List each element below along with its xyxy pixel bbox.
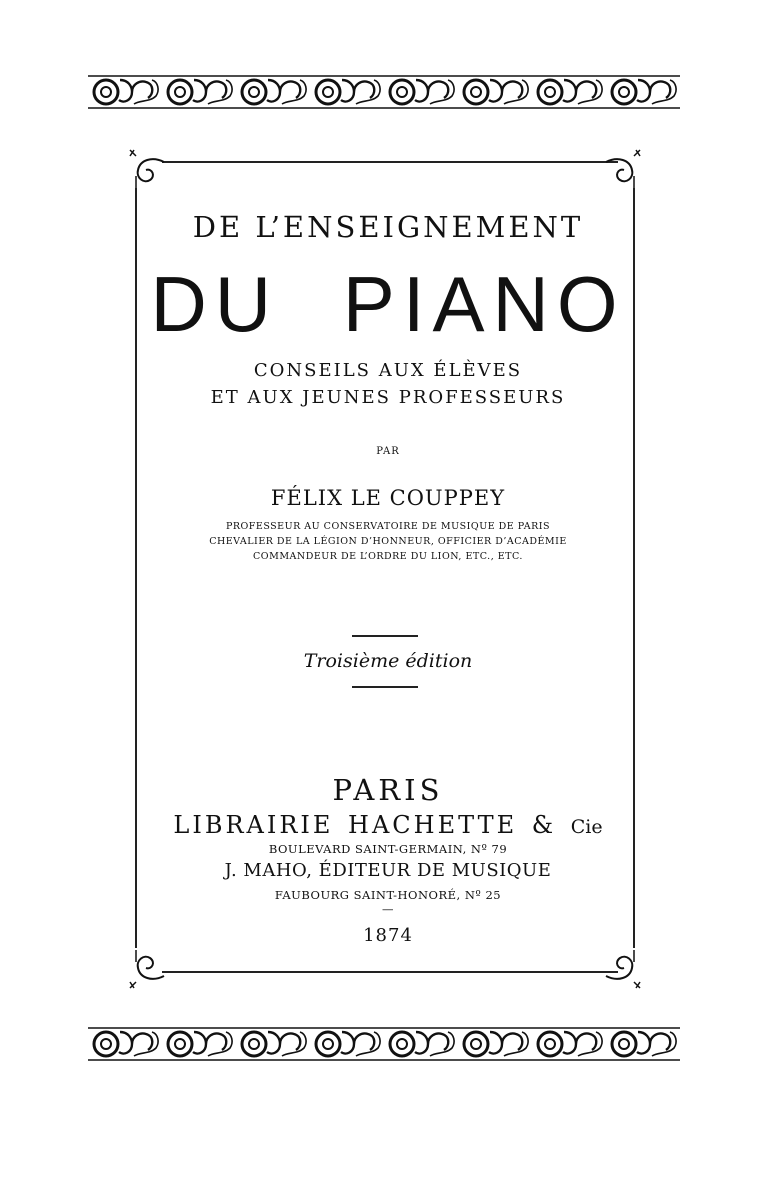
ornament-band-top <box>88 70 680 114</box>
publisher-name-text: LIBRAIRIE HACHETTE & <box>173 811 557 839</box>
title-line-1: DE L’ENSEIGNEMENT <box>192 210 584 244</box>
music-publisher: J. MAHO, ÉDITEUR DE MUSIQUE <box>224 860 552 881</box>
publisher-address: BOULEVARD SAINT-GERMAIN, Nº 79 <box>268 842 508 856</box>
author-credential: PROFESSEUR AU CONSERVATOIRE DE MUSIQUE DE PARIS <box>225 521 551 532</box>
author-credential: COMMANDEUR DE L’ORDRE DU LION, ETC., ETC. <box>253 551 523 562</box>
edition-rule-top <box>352 635 418 637</box>
subtitle-line-2: ET AUX JEUNES PROFESSEURS <box>210 387 566 408</box>
corner-flourish-top-left <box>124 146 168 190</box>
by-label: PAR <box>376 446 400 457</box>
publication-year: 1874 <box>363 925 413 946</box>
edition-rule-bottom <box>352 686 418 688</box>
corner-flourish-top-right <box>602 146 646 190</box>
author-name: FÉLIX LE COUPPEY <box>270 486 506 510</box>
title-line-2: DU PIANO <box>150 260 626 348</box>
corner-flourish-bottom-left <box>124 948 168 992</box>
publisher-name <box>140 811 636 839</box>
music-publisher-address: FAUBOURG SAINT-HONORÉ, Nº 25 <box>274 888 502 902</box>
frame-left-line <box>135 188 137 948</box>
frame-top-line <box>162 161 618 163</box>
frame-bottom-line <box>162 971 618 973</box>
author-credential: CHEVALIER DE LA LÉGION D’HONNEUR, OFFICIER D’ACADÉMIE <box>209 536 567 547</box>
ornament-band-bottom <box>88 1022 680 1066</box>
publisher-suffix: Cie <box>570 816 603 838</box>
imprint-city: PARIS <box>332 773 444 807</box>
corner-flourish-bottom-right <box>602 948 646 992</box>
imprint-separator: — <box>382 902 394 916</box>
subtitle-line-1: CONSEILS AUX ÉLÈVES <box>253 360 523 381</box>
edition-label: Troisième édition <box>303 650 473 672</box>
